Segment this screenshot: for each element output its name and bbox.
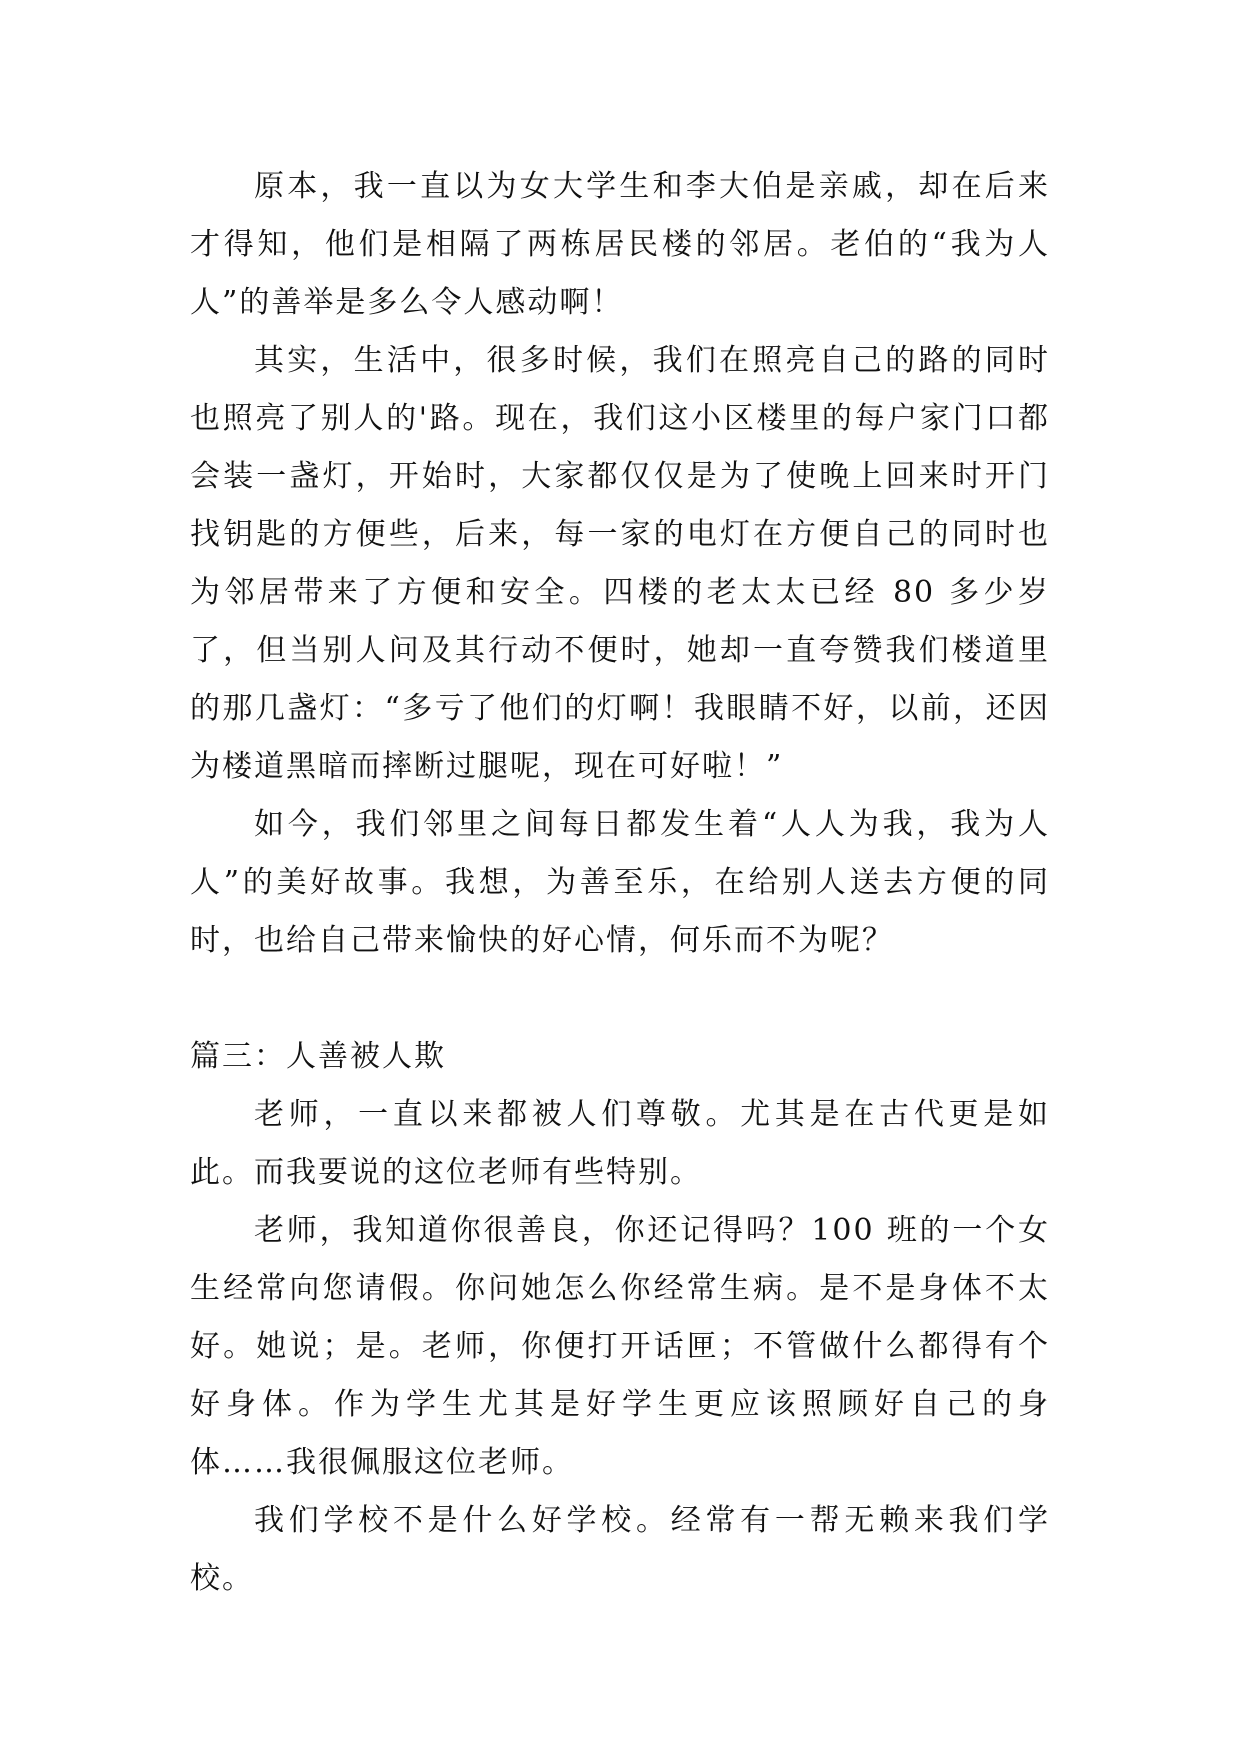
paragraph-teacher-respected: 老师，一直以来都被人们尊敬。尤其是在古代更是如此。而我要说的这位老师有些特别。 [190, 1097, 1050, 1190]
paragraph-teacher-kind: 老师，我知道你很善良，你还记得吗？100 班的一个女生经常向您请假。你问她怎么你经常生病。是不是身体不太好。她说；是。老师，你便打开话匣；不管做什么都得有个好身体。作为学生尤其是好学生更应该照顾好自己的身体……我很佩服这位老师。 [190, 1213, 1050, 1480]
paragraph-lighting-path: 其实，生活中，很多时候，我们在照亮自己的路的同时也照亮了别人的'路。现在，我们这小区楼里的每户家门口都会装一盏灯，开始时，大家都仅仅是为了使晚上回来时开门找钥匙的方便些，后来，每一家的电灯在方便自己的同时也为邻居带来了方便和安全。四楼的老太太已经 80 多少岁了，但当别人问及其行动不便时，她却一直夸赞我们楼道里的那几盏灯：“多亏了他们的灯啊！我眼睛不好，以前，还因为楼道黑暗而摔断过腿呢，现在可好啦！” [190, 343, 1050, 784]
paragraph-neighbor-relative: 原本，我一直以为女大学生和李大伯是亲戚，却在后来才得知，他们是相隔了两栋居民楼的邻居。老伯的“我为人人”的善举是多么令人感动啊！ [190, 169, 1050, 320]
article-body-top [190, 158, 1050, 970]
article-body-bottom [190, 1028, 1050, 1608]
paragraph-school: 我们学校不是什么好学校。经常有一帮无赖来我们学校。 [190, 1503, 1050, 1596]
section-heading: 篇三：人善被人欺 [190, 1039, 446, 1074]
paragraph-happy-stories: 如今，我们邻里之间每日都发生着“人人为我，我为人人”的美好故事。我想，为善至乐，在给别人送去方便的同时，也给自己带来愉快的好心情，何乐而不为呢？ [190, 807, 1050, 958]
